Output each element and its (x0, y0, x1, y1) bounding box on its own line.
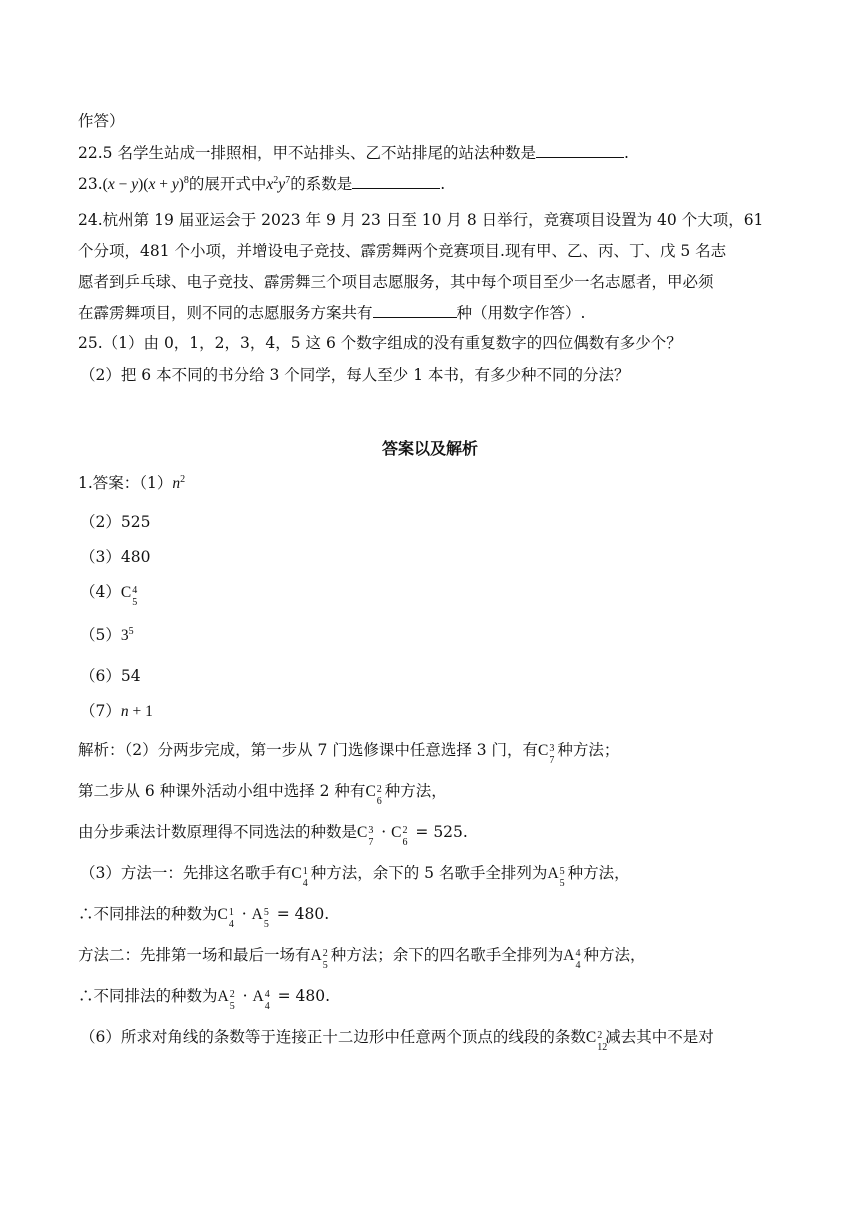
question-25-part-2: （2）把 6 本不同的书分给 3 个同学，每人至少 1 本书，有多少种不同的分法？ (80, 366, 630, 384)
question-23: $23.(x - y)(x + y)^8$的展开式中$x^2y^7$的系数是 . (78, 174, 446, 193)
question-24-line-3: 愿者到乒乓球、电子竞技、霹雳舞三个项目志愿服务，其中每个项目至少一名志愿者，甲必须 (78, 273, 714, 291)
solution-line-2: 第二步从 6 种课外活动小组中选择 2 种有C 2 6 种方法， (78, 782, 447, 808)
text-line: 作答） (78, 112, 125, 130)
section-heading: 答案以及解析 (381, 439, 478, 458)
question-25-part-1: 25.（1）由 0，1，2，3，4，5 这 6 个数字组成的没有重复数字的四位偶数有多少个？ (78, 334, 682, 352)
answer-6: （6）54 (80, 667, 141, 685)
answer-blank (536, 143, 624, 158)
answer-blank (373, 303, 457, 318)
question-24-line-4: 在霹雳舞项目，则不同的志愿服务方案共有 种（用数字作答）. (78, 304, 586, 322)
math-expression: $x^2y^7$ (266, 174, 291, 193)
solution-line-3: 由分步乘法计数原理得不同选法的种数是C 3 7 · C 2 6 = 525. (78, 823, 468, 849)
answer-1: 1.答案：$(1)n^2$ (78, 473, 186, 492)
solution-line-7: ∴不同排法的种数为A 2 5 · A 4 4 = 480. (78, 987, 331, 1013)
answer-4: （4）C 4 5 (80, 581, 140, 604)
answer-2: （2）525 (80, 513, 151, 531)
solution-line-8: （6）所求对角线的条数等于连接正十二边形中任意两个顶点的线段的条数C 2 12 减去其中不是对 (80, 1028, 714, 1054)
solution-line-1: 解析：（2）分两步完成，第一步从 7 门选修课中任意选择 3 门，有C 3 7 种方法； (78, 741, 620, 767)
answer-7: （7）n + 1 (80, 702, 153, 720)
answer-5: $(5)3^5$ (80, 625, 134, 644)
answer-3: （3）480 (80, 548, 151, 566)
combination-symbol: C 4 5 (120, 584, 138, 609)
solution-line-6: 方法二：先排第一场和最后一场有A 2 5 种方法；余下的四名歌手全排列为A 4 4 种方法， (78, 946, 646, 972)
math-expression: $(x - y)(x + y)^8$ (102, 174, 189, 193)
answer-blank (352, 174, 440, 189)
solution-line-4: （3）方法一：先排这名歌手有C 1 4 种方法，余下的 5 名歌手全排列为A 5 5 种方法， (80, 864, 630, 890)
question-24-line-1: 24.杭州第 19 届亚运会于 2023 年 9 月 23 日至 10 月 8 日举行，竞赛项目设置为 40 个大项，61 (78, 211, 764, 229)
solution-line-5: ∴不同排法的种数为C 1 4 · A 5 5 = 480. (78, 905, 330, 931)
question-22: 22.5 名学生站成一排照相，甲不站排头、乙不站排尾的站法种数是 . (78, 144, 629, 162)
question-24-line-2: 个分项，481 个小项，并增设电子竞技、霹雳舞两个竞赛项目.现有甲、乙、丙、丁、戊 5 名志 (78, 242, 727, 260)
